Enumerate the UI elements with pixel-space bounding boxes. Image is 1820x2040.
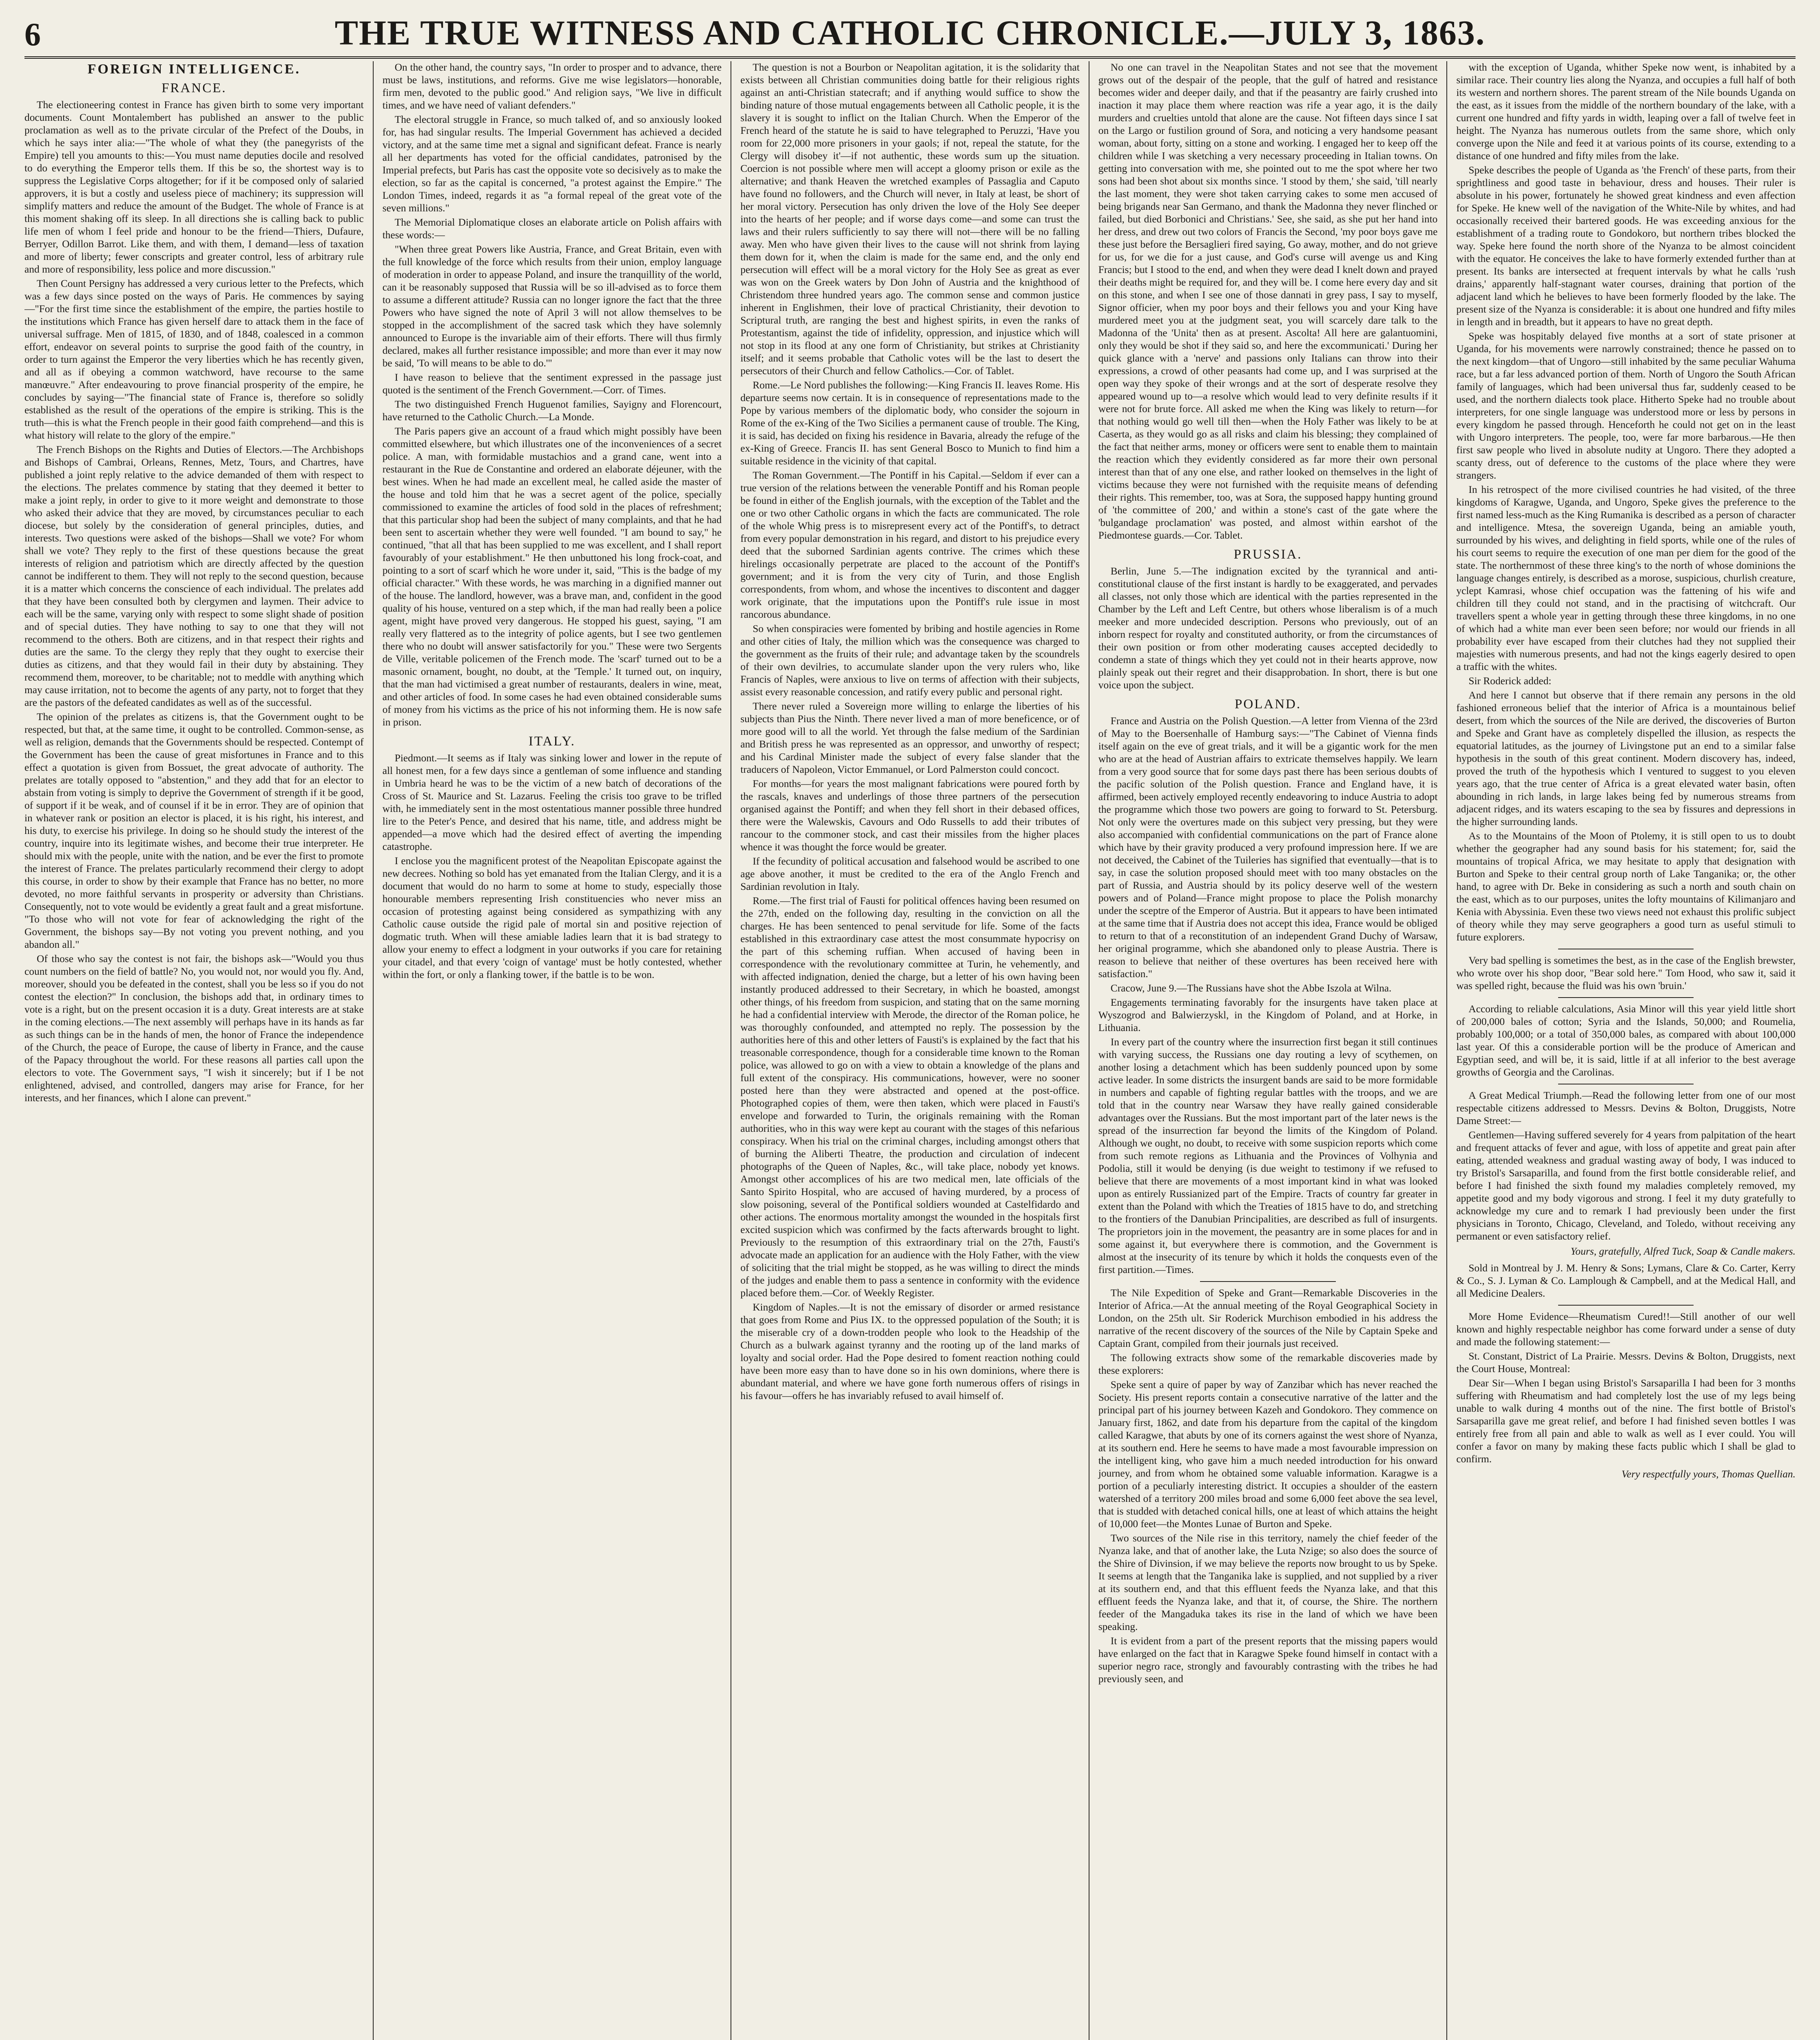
column-divider-rule — [1200, 1281, 1336, 1282]
article-paragraph: Speke was hospitably delayed five months at a sort of state prisoner at Uganda, for his movements were narrowly constrained; thence he passed on to the next kingdom—that of Ungoro—still inhabited by the same peculiar Wahuma race, but a far less advanced portion of them. North of Ungoro the South African family of languages, which had been universal thus far, suddenly ceased to be used, and the northern dialects took place. Hitherto Speke had no trouble about interpreters, for one single language was understood more or less by persons in every kingdom he passed through. Henceforth he could not get on in the least with Ungoro interpreters. The people, too, were far more barbarous.—He then first saw people who lived in absolute nudity at Ungoro. There they adopted a scanty dress, out of deference to the customs of the place where they were strangers. — [1456, 330, 1796, 481]
article-paragraph: Speke describes the people of Uganda as 'the French' of these parts, from their sprightliness and good taste in behaviour, dress and houses. Their ruler is absolute in his power, fortunately he showed great kindness and even affection for Speke. He knew well of the navigation of the White-Nile by whites, and had occasionally received their bartered goods. He was exceeding anxious for the establishment of a trading route to Gondokoro, but northern tribes blocked the way. Speke here found the north shore of the Nyanza to be almost coincident with the equator. He conceives the lake to have formerly extended further than at present. Its banks are intersected at frequent intervals by what he calls 'rush drains,' apparently half-stagnant water courses, draining that portion of the adjacent land which he believes to have been formerly flooded by the lake. The present size of the Nyanza is considerable: it is about one hundred and fifty miles in length and in breadth, but it appears to have no great depth. — [1456, 164, 1796, 328]
article-paragraph: There never ruled a Sovereign more willing to enlarge the liberties of his subjects than Pius the Ninth. There never lived a man of more beneficence, or of more good will to all the world. Yet through the false medium of the Sardinian and British press he was represented as an oppressor, and unworthy of respect; and his Cardinal Minister made the subject of every false slander that the traducers of Napoleon, Victor Emmanuel, or Lord Palmerston could concoct. — [740, 701, 1080, 775]
article-paragraph: No one can travel in the Neapolitan States and not see that the movement grows out of the despair of the people, that the gulf of hatred and resistance becomes wider and deeper daily, and that if the peasantry are fairly crushed into inaction it may place them where reaction was rife a year ago, it is the daily murders and cruelties untold that alone are the cause. Not fifteen days since I sat on the Largo or fustilion ground of Sora, and noticing a very handsome peasant woman, about forty, sitting on a stone and working. I engaged her to keep off the children while I was sketching a very necessary proceeding in Italian towns. On getting into conversation with me, she pointed out to me the spot where her two sons had been shot about six months since. 'I stood by them,' she said, 'till nearly the last moment, they were shot taken carrying cakes to some men accused of being brigands near San Germano, and thank the Madonna they never flinched or failed, but died Borbonici and Christians.' See, she said, as she put her hand into her dress, and drew out two colors of Francis the Second, 'my poor boys gave me these just before the Bersaglieri fired saying, Go away, mother, and do not grieve for us, for we die for a just cause, and God's curse will avenge us and King Francis; but I stood to the end, and when they were dead I knelt down and prayed their deaths might be required for, and they will be. I come here every day and sit on this stone, and when I see one of those dannati in grey pass, I say to myself, Signor officier, when my poor boys and their fellows you and your King have murdered meet you at the judgment seat, you will scarcely dare talk to the Madonna of the 'Unita' then as at present. Ascolta! All here are galantuomini, only they would be shot if they said so, and here the excommunicati.' During her quick glance with a 'nerve' and passions only Italians can throw into their expressions, a crowd of other peasants had come up, and I was surprised at the open way they spoke of their wrongs and at the sort of desperate resolve they appeared wound up to—a resolve which would lead to very definite results if it were not for brute force. All asked me when the King was likely to return—for that nothing would go well till then—when the Holy Father was likely to be at Caserta, as they would go as all risks and claim his blessing; they complained of the fact that neither arms, money or officers were sent to enable them to maintain the reaction which they evidently considered as far more their own personal interest than that of any one else, and rather looked on themselves in the light of victims because they were not furnished with the requisite means of defending their rights. This remember, too, was at Sora, the supposed happy hunting ground of 'the committee of 200,' and within a stone's cast of the gate where the 'bulgandage proclamation' was posted, and almost within earshot of the Piedmontese guards.—Cor. Tablet. — [1098, 62, 1438, 541]
section-heading: FOREIGN INTELLIGENCE. — [87, 62, 301, 77]
article-paragraph: Sir Roderick added: — [1468, 675, 1552, 687]
article-paragraph: According to reliable calculations, Asia Minor will this year yield little short of 200,000 bales of cotton; Syria and the Islands, 50,000; and Roumelia, probably 100,000; or a total of 350,000 bales, as compared with about 100,000 last year. Of this a considerable portion will be the produce of American and Egyptian seed, and will be, it is said, little if at all inferior to the best average growths of Georgia and the Carolinas. — [1456, 1003, 1796, 1078]
article-paragraph: I enclose you the magnificent protest of the Neapolitan Episcopate against the new decrees. Nothing so bold has yet emanated from the Italian Clergy, and it is a document that would do no harm to some at home to study, especially those honourable members representing Irish constituencies who never miss an occasion of protesting against being considered as sympathizing with any Catholic cause outside the rigid pale of mortal sin and positive rejection of dogmatic truth. When will these amiable ladies learn that it is bad strategy to allow your enemy to effect a lodgment in your outworks if you care for retaining your citadel, and that every 'coign of vantage' must be hotly contested, whether within the fort, or only a flanking tower, if the battle is to be won. — [382, 855, 722, 980]
article-paragraph: The question is not a Bourbon or Neapolitan agitation, it is the solidarity that exists between all Christian communities doing battle for their religious rights against an anti-Christian statecraft; and if anything would suffice to show the binding nature of those mutual engagements between all Catholic people, it is the slavery it is sought to inflict on the Italian Church. When the Emperor of the French heard of the statute he is said to have telegraphed to Peruzzi, 'Have you room for 22,000 more prisoners in your gaols; if not, repeal the statute, for the Clergy will disobey it'—if not authentic, these words sum up the situation. Coercion is not possible where men will accept a gloomy prison or exile as the alternative; and thank Heaven the wretched examples of Passaglia and Caputo have found no followers, and the Church will never, in Italy at least, be short of her moral victory. Persecution has only driven the love of the Holy See deeper into the hearts of her people; and if worse days come—and some can trust the laws and their rulers sufficiently to say there will not—there will be no falling away. Men who have given their lives to the cause will not shrink from laying them down for it, when the claim is made for the same end, and the only end persecution will effect will be a moral victory for the Holy See as great as ever was won on the Greek waters by Don John of Austria and the knighthood of Christendom three hundred years ago. The common sense and common justice inherent in Englishmen, their love of practical Christianity, their devotion to Scriptural truth, are ranging the best and highest spirits, in even the ranks of Protestantism, against the tide of infidelity, oppression, and injustice which will not stop in its flood at any one form of Christianity, but strikes at Christianity itself; and it seems probable that Catholic votes will be the last to desert the persecutors of their Church and fellow Catholics.—Cor. of Tablet. — [740, 62, 1080, 377]
column-1 — [24, 61, 373, 2040]
article-paragraph: The electioneering contest in France has given birth to some very important documents. Count Montalembert has published an answer to the public proclamation as well as to the private circular of the Prefect of the Doubs, in which he says inter alia:—"The whole of what they (the panegyrists of the Empire) tell you amounts to this:—You must name deputies docile and resolved to do everything the Emperor tells them. If this be so, the shortest way is to suppress the Legislative Corps altogether; for if it be composed only of salaried approvers, it is but a costly and useless piece of machinery; its suppression will simplify matters and reduce the amount of the Budget. The whole of France is at this moment shaking off its sleep. In all directions she is calling back to public life men of whom I feel pride and honour to be the friend—Thiers, Dufaure, Berryer, Odillon Barrot. Like them, and with them, I demand—less of taxation and more of liberty; fewer conscripts and greater control, less of arbitrary rule and more of responsibility, less police and more discussion." — [24, 99, 364, 275]
article-paragraph: For months—for years the most malignant fabrications were poured forth by the rascals, knaves and underlings of those three partners of the persecution organised against the Pontiff; and when they fell short in their debased offices, there were the Walewskis, Cavours and Odo Russells to add their tributes of rancour to the commoner stock, and cast their missiles from the higher places whence it was thought the force would be greater. — [740, 778, 1080, 853]
columns — [24, 61, 1796, 2040]
article-paragraph: Speke sent a quire of paper by way of Zanzibar which has never reached the Society. His present reports contain a consecutive narrative of the latter and the principal part of his journey between Kazeh and Gondokoro. They commence on January first, 1862, and date from his departure from the capital of the kingdom called Karagwe, that abuts by one of its corners against the west shore of Nyanza, at its southern end. Here he seems to have made a most favourable impression on the intelligent king, who gave him a much needed introduction for his onward journey, and from whom he obtained some valuable information. Karagwe is a portion of a peculiarly interesting district. It occupies a shoulder of the eastern watershed of a territory 200 miles broad and some 6,000 feet above the sea level, that is studded with detached conical hills, one at least of which attains the height of 10,000 feet—the Montes Lunae of Burton and Speke. — [1098, 1379, 1438, 1530]
article-paragraph: Sold in Montreal by J. M. Henry & Sons; Lymans, Clare & Co. Carter, Kerry & Co., S. J. Lyman & Co. Lamplough & Campbell, and at the Medical Hall, and all Medicine Dealers. — [1456, 1262, 1796, 1299]
letter-signature: Very respectfully yours, Thomas Quellian. — [1621, 1468, 1796, 1480]
article-paragraph: Rome.—Le Nord publishes the following:—King Francis II. leaves Rome. His departure seems now certain. It is in consequence of representations made to the Pope by various members of the diplomatic body, who consider the sojourn in Rome of the ex-King of the Two Sicilies a permanent cause of trouble. The King, it is said, has decided on fixing his residence in Bavaria, already the refuge of the ex-King of Greece. Francis II. has sent General Bosco to Munich to find him a suitable residence in the vicinity of that capital. — [740, 379, 1080, 467]
column-4 — [1089, 61, 1447, 2040]
article-paragraph: Then Count Persigny has addressed a very curious letter to the Prefects, which was a few days since posted on the ways of Paris. He commences by saying—"For the first time since the establishment of the empire, the parties hostile to the institutions which France has given herself dare to attack them in the face of universal suffrage. Men of 1815, of 1830, and of 1848, coalesced in a common effort, endeavor on several points to surprise the good faith of the country, in order to turn against the Emperor the very liberties which he has recently given, and all as if obeying a common watchword, have recourse to the same manœuvre." After endeavouring to prove financial prosperity of the empire, he concludes by saying—"The financial state of France is, therefore so solidly established as the result of the operations of the empire is striking. This is the truth—this is what the French people in their good faith comprehend—and this is what history will relate to the glory of the empire." — [24, 278, 364, 441]
article-paragraph: Two sources of the Nile rise in this territory, namely the chief feeder of the Nyanza lake, and that of another lake, the Luta Nzige; so also does the source of the Shire of Divinsion, if we may believe the reports now brought to us by Speke. It seems at length that the Tanganika lake is supplied, and not supplied by a river at its southern end, and that this effluent feeds the Nyanza lake, and that this effluent feeds the Nyanza lake, and that it, of course, the Shire. The northern feeder of the Mangaduka takes its rise in the land of which we have been speaking. — [1098, 1532, 1438, 1632]
letter-signature: Yours, gratefully, Alfred Tuck, Soap & Candle makers. — [1570, 1246, 1796, 1257]
article-paragraph: with the exception of Uganda, whither Speke now went, is inhabited by a similar race. Their country lies along the Nyanza, and occupies a full half of both its western and northern shores. The parent stream of the Nile bounds Uganda on the east, as it issues from the middle of the northern boundary of the lake, with a current one hundred and fifty yards in width, leaping over a fall of twelve feet in height. The Nyanza has numerous outlets from the same shore, which only converge upon the Nile and feed it at various points of its course, extending to a distance of one hundred and fifty miles from the lake. — [1456, 62, 1796, 162]
article-paragraph: Rome.—The first trial of Fausti for political offences having been resumed on the 27th, ended on the following day, resulting in the conviction on all the charges. He has been sentenced to penal servitude for life. Some of the facts established in this extraordinary case attest the most consummate hypocrisy on the part of this scheming ruffian. When accused of having been in correspondence with the revolutionary committee at Turin, he vehemently, and with affected indignation, denied the charge, but a letter of his own having been instantly produced addressed to their Secretary, in which he boasted, amongst other things, of his freedom from suspicion, and stating that on the same morning he had a confidential interview with Merode, the director of the Roman police, he was thoroughly confounded, and attempted no reply. The possession by the authorities here of this and other letters of Fausti's is explained by the fact that his treasonable correspondence, though for a considerable time known to the Roman police, was allowed to go on with a view to obtain a knowledge of the plans and full extent of the conspiracy. His communications, however, were no sooner posted here than they were abstracted and opened at the post-office. Photographed copies of them, were then taken, which were placed in Fausti's envelope and forwarded to Turin, the originals remaining with the Roman authorities, who in this way were kept au courant with the stages of this nefarious conspiracy. When his trial on the criminal charges, including amongst others that of burning the Aliberti Theatre, the production and circulation of indecent photographs of the Queen of Naples, &c., will take place, nobody yet knows. Amongst other accomplices of his are two medical men, late officials of the Santo Spirito Hospital, who are accused of having murdered, by a process of slow poisoning, several of the Pontifical soldiers wounded at Castelfidardo and other actions. The enormous mortality amongst the wounded in the hospitals first excited suspicion which was confirmed by the facts afterwards brought to light. Previously to the resumption of this extraordinary trial on the 27th, Fausti's advocate made an application for an audience with the Holy Father, with the view of soliciting that the trial might be stopped, as he was willing to direct the minds of the judges and enable them to pass a sentence in conformity with the evidence placed before them.—Cor. of Weekly Register. — [740, 895, 1080, 1299]
article-paragraph: More Home Evidence—Rheumatism Cured!!—Still another of our well known and highly respectable neighbor has come forward under a sense of duty and made the following statement:— — [1456, 1311, 1796, 1348]
masthead — [24, 12, 1796, 59]
article-paragraph: On the other hand, the country says, "In order to prosper and to advance, there must be laws, institutions, and reforms. Give me wise legislators—honorable, firm men, devoted to the public good." And religion says, "We live in difficult times, and we have need of valiant defenders." — [382, 62, 722, 111]
article-paragraph: Engagements terminating favorably for the insurgents have taken place at Wyszogrod and Balwierzyskl, in the Kingdom of Poland, and at Horke, in Lithuania. — [1098, 997, 1438, 1033]
article-heading: PRUSSIA. — [1233, 547, 1302, 562]
article-paragraph: The opinion of the prelates as citizens is, that the Government ought to be respected, but that, at the same time, it ought to be controlled. Common-sense, as well as religion, demands that the Governments should be respected. Contempt of the Government has been the cause of great misfortunes in France and to this effect a quotation is given from Bossuet, the great advocate of authority. The prelates are totally opposed to "abstention," and they add that for an elector to abstain from voting is simply to deprive the Government of strength if it be good, of support if it be weak, and of counsel if it be in error. They are of opinion that in whatever rank or position an elector is placed, it is his right, his interest, and his duty, to exercise his privilege. In doing so he should study the interest of the country, inquire into its legitimate wishes, and become their true interpreter. He should mix with the people, unite with the nation, and be ever the first to promote the interest of France. The prelates particularly recommend their clergy to adopt this course, in order to show by their example that France has no better, no more devoted, no more faithful servants in prosperity or adversity than Christians. Consequently, not to vote would be evidently a great fault and a great misfortune. "To those who will not vote for fear of acknowledging the right of the Government, the bishops say—By not voting you prevent nothing, and you abandon all." — [24, 711, 364, 950]
article-paragraph: Dear Sir—When I began using Bristol's Sarsaparilla I had been for 3 months suffering with Rheumatism and had completely lost the use of my legs being unable to walk during 4 months out of the nine. The first bottle of Bristol's Sarsaparilla gave me great relief, and before I had finished seven bottles I was entirely free from all pain and able to walk as well as I ever could. You will confer a favor on many by making these facts public which I shall be glad to confirm. — [1456, 1377, 1796, 1465]
article-paragraph: The Roman Government.—The Pontiff in his Capital.—Seldom if ever can a true version of the relations between the venerable Pontiff and his Roman people be found in either of the English journals, with the exception of the Tablet and the one or two other Catholic organs in which the facts are communicated. The role of the whole Whig press is to misrepresent every act of the Pontiff's, to detract from every popular demonstration in his regard, and distort to his prejudice every deed that the suborned Sardinian agents contrive. The crimes which these hirelings occasionally perpetrate are placed to the account of the Pontiff's government; and it is from the very city of Turin, and those English correspondents, from whom, and whose the incentives to discontent and dagger work originate, that the imputations upon the Pontiff's rule issue in most rancorous abundance. — [740, 470, 1080, 620]
article-paragraph: In every part of the country where the insurrection first began it still continues with varying success, the Russians one day routing a levy of scythemen, on another losing a detachment which has been suddenly pounced upon by some active leader. In some districts the insurgent bands are said to be more formidable in numbers and capable of fighting regular battles with the troops, and we are told that in the country near Warsaw they have really gained considerable advantages over the Russians. But the most important part of the later news is the spread of the insurrection far beyond the limits of the Kingdom of Poland. Although we ought, no doubt, to receive with some suspicion reports which come from such remote regions as Lithuania and the Provinces of Volhynia and Podolia, still it would be denying (is due weight to testimony if we refused to believe that there are movements of a most important kind in what was looked upon as entirely Russianized part of the Empire. Tracts of country far greater in extent than the Poland with which the Treaties of 1815 have to do, and stretching to the frontiers of the Danubian Principalities, are described as full of insurgents. The proprietors join in the movement, the peasantry are in some places for and in some against it, but everywhere there is commotion, and the Government is almost at the insecurity of its tenure by which it holds the conquests even of the first partition.—Times. — [1098, 1036, 1438, 1275]
article-paragraph: Very bad spelling is sometimes the best, as in the case of the English brewster, who wrote over his shop door, "Bear sold here." Tom Hood, who saw it, said it was spelled right, because the fluid was his own 'bruin.' — [1456, 955, 1796, 991]
article-heading: ITALY. — [528, 734, 576, 749]
article-paragraph: A Great Medical Triumph.—Read the following letter from one of our most respectable citizens addressed to Messrs. Devins & Bolton, Druggists, Notre Dame Street:— — [1456, 1090, 1796, 1126]
article-paragraph: Kingdom of Naples.—It is not the emissary of disorder or armed resistance that goes from Rome and Pius IX. to the oppressed population of the South; it is the miserable cry of a down-trodden people who look to the Headship of the Church as a bulwark against tyranny and the rooting up of the land marks of loyalty and social order. Had the Pope desired to foment reaction nothing could have been more easy than to have done so in his own dominions, where there is abundant material, and where we have gone forth numerous offers of risings in his favour—offers he has invariably refused to avail himself of. — [740, 1302, 1080, 1401]
article-paragraph: The Memorial Diplomatique closes an elaborate article on Polish affairs with these words:— — [382, 217, 722, 241]
column-divider-rule — [1558, 1305, 1694, 1306]
article-paragraph: In his retrospect of the more civilised countries he had visited, of the three kingdoms of Karagwe, Uganda, and Ungoro, Speke gives the preference to the first named less-much as the King Rumanika is described as a person of character and intelligence. Mtesa, the sovereign Uganda, being an amiable youth, surrounded by his wives, and delighting in field sports, while one of the rules of his court seems to require the execution of one man per diem for the good of the state. The northernmost of these three king's to the north of whose dominions the language changes entirely, is described as a morose, suspicious, churlish creature, yclept Kamrasi, whose chief occupation was the fattening of his wife and children till they could not stand, and in the practising of witchcraft. Our travellers spent a whole year in getting through these three kingdoms, in no one of which had a white man ever been seen before; nor would our friends in all probability ever have escaped from their clutches had they not supplied their majesties with numerous presents, and had not the kings eagerly desired to open a traffic with the whites. — [1456, 484, 1796, 672]
article-paragraph: France and Austria on the Polish Question.—A letter from Vienna of the 23rd of May to the Boersenhalle of Hamburg says:—"The Cabinet of Vienna finds itself again on the eve of great trials, and it will be a gigantic work for the men who are at the head of Austrian affairs to extricate themselves happily. We learn from a very good source that for some days past there has been serious doubts of the pacific solution of the Polish question. France and England have, it is affirmed, been actively employed recently endeavoring to induce Austria to adopt the programme which those two powers are going to forward to St. Petersburg. Not only were the overtures made on this subject very pressing, but they were also accompanied with confidential communications on the part of France alone which have by their gravity produced a very profound impression here. If we are not deceived, the Cabinet of the Tuileries has signified that eventually—that is to say, in case the solution proposed should meet with too many obstacles on the part of Russia, and Austria should by its policy deserve well of the western powers and of Poland—France might propose to place the Polish monarchy under the sceptre of the Emperor of Austria. But it appears to have been intimated at the same time that if Austria does not accept this idea, France would be obliged to return to that of a reconstitution of an independent Grand Duchy of Warsaw, her original programme, which she abandoned only to please Austria. There is reason to believe that neither of these overtures has been received here with satisfaction." — [1098, 715, 1438, 980]
article-paragraph: Gentlemen—Having suffered severely for 4 years from palpitation of the heart and frequent attacks of fever and ague, with loss of appetite and great pain after eating, attended weakness and gradual wasting away of body, I was induced to try Bristol's Sarsaparilla, and found from the first bottle considerable relief, and before I had finished the sixth found my maladies completely removed, my appetite good and my body vigorous and strong. I feel it my duty gratefully to acknowledge my cure and to remark I had previously been under the first physicians in Toronto, Chicago, Cleveland, and Toledo, without receiving any permanent or even satisfactory relief. — [1456, 1129, 1796, 1242]
article-paragraph: The following extracts show some of the remarkable discoveries made by these explorers: — [1098, 1352, 1438, 1376]
column-5 — [1446, 61, 1796, 2040]
article-paragraph: St. Constant, District of La Prairie. Messrs. Devins & Bolton, Druggists, next the Court House, Montreal: — [1456, 1350, 1796, 1375]
article-paragraph: The Nile Expedition of Speke and Grant—Remarkable Discoveries in the Interior of Africa.—At the annual meeting of the Royal Geographical Society in London, on the 25th ult. Sir Roderick Murchison embodied in his address the narrative of the recent discovery of the sources of the Nile by Captain Speke and Captain Grant, compiled from their journals just received. — [1098, 1287, 1438, 1349]
article-paragraph: So when conspiracies were fomented by bribing and hostile agencies in Rome and other cities of Italy, the million which was the consequence was charged to the government as the fruits of their rule; and advantage taken by the scoundrels of their own devilries, to accumulate slander upon the very rulers who, like Francis of Naples, were anxious to live on terms of affection with their subjects, assist every reasonable concession, and ratify every public and personal right. — [740, 623, 1080, 698]
column-2 — [373, 61, 731, 2040]
article-paragraph: It is evident from a part of the present reports that the missing papers would have enlarged on the fact that in Karagwe Speke found himself in contact with a superior negro race, strongly and favourably contrasting with the tribes he had previously seen, and — [1098, 1635, 1438, 1685]
article-paragraph: If the fecundity of political accusation and falsehood would be ascribed to one age above another, it must be credited to the era of the Anglo French and Sardinian revolution in Italy. — [740, 856, 1080, 892]
column-divider-rule — [1558, 997, 1694, 998]
article-paragraph: The Paris papers give an account of a fraud which might possibly have been committed elsewhere, but which illustrates one of the inconveniences of a secret police. A man, with formidable mustachios and a grand cane, went into a restaurant in the Rue de Constantine and ordered an elaborate déjeuner, with the best wines. When he had made an excellent meal, he called aside the master of the house and told him that he was a secret agent of the police, specially commissioned to examine the articles of food sold in the places of refreshment; that this particular shop had been the subject of many complaints, and that he had been sent to ascertain whether they were well founded. "I am bound to say," he continued, "that all that has been supplied to me was excellent, and I shall report favourably of your establishment." He then unbuttoned his long frock-coat, and pointing to a sort of scarf which he wore under it, said, "This is the badge of my official character." With these words, he was marching in a dignified manner out of the house. The landlord, however, was a brave man, and, confident in the good quality of his house, ventured on a step which, if the man had really been a police agent, might have proved very dangerous. He stopped his guest, saying, "I am really very flattered as to the integrity of police agents, but I see two gentlemen there who no doubt will answer satisfactorily for you." These were two Sergents de Ville, veritable policemen of the French mode. The 'scarf' turned out to be a masonic ornament, bought, no doubt, at the 'Temple.' It turned out, on inquiry, that the man had victimised a great number of restaurants, dealers in wine, meat, and other articles of food. In some cases he had even obtained considerable sums of money from his victims as the price of his not informing them. He is now safe in prison. — [382, 426, 722, 728]
article-heading: FRANCE. — [162, 81, 227, 95]
article-paragraph: Of those who say the contest is not fair, the bishops ask—"Would you thus count numbers on the field of battle? No, you would not, nor would you fly. And, moreover, should you be defeated in the contest, shall you be less so if you do not contest the election?" In conclusion, the bishops add that, in ordinary times to vote is a right, but on the present occasion it is a duty. Great interests are at stake in the coming elections.—The next assembly will perhaps have in its hands as far as such things can be in the hands of men, the honor of France the independence of the Church, the peace of Europe, the cause of liberty in France, and the cause of the Papacy throughout the world. For these reasons all parties call upon the electors to vote. The Government says, "I wish it sincerely; but if I be not enlightened, advised, and controlled, dangers may arise for France, for her interests, and her finances, which I alone can prevent." — [24, 953, 364, 1104]
article-paragraph: The electoral struggle in France, so much talked of, and so anxiously looked for, has had singular results. The Imperial Government has achieved a decided victory, and at the same time met a signal and significant defeat. France is nearly all her departments has voted for the official candidates, patronised by the Imperial prefects, but Paris has cast the opposite vote so decisively as to make the election, so far as the capital is concerned, "a protest against the Empire." The London Times, indeed, regards it as "a formal repeal of the great vote of the seven millions." — [382, 114, 722, 214]
article-paragraph: The two distinguished French Huguenot families, Sayigny and Florencourt, have returned to the Catholic Church.—La Monde. — [382, 399, 722, 423]
article-paragraph: The French Bishops on the Rights and Duties of Electors.—The Archbishops and Bishops of Cambrai, Orleans, Rennes, Metz, Tours, and Chartres, have published a joint reply relative to the advice demanded of them with respect to the elections. The prelates commence by stating that they deemed it better to make a joint reply, in order to give to it more weight and demonstrate to those who asked their advice that they are moved, by circumstances peculiar to each diocese, but solely by the consideration of general principles, duties, and interests. Two questions were asked of the bishops—Shall we vote? For whom shall we vote? They reply to the first of these questions because the great interests of religion and patriotism which are directly affected by the question cannot be indifferent to them. They will not reply to the second question, because it is a matter which concerns the conscience of each individual. The prelates add that they have been consulted both by clergymen and laymen. Their advice to each will be the same, varying only with respect to some slight shade of position and of special duties. They have nothing to say to one that they will not recommend to the others. Both are citizens, and in that respect their rights and duties are the same. To the clergy they reply that they ought to exercise their duties as citizens, and that they would fail in their duty by abstaining. They recommend them, moreover, to be charitable; not to meddle with anything which may cause irritation, not to become the agents of any party, not to forget that they are the pastors of the defeated candidates as well as of the successful. — [24, 444, 364, 708]
article-heading: POLAND. — [1235, 697, 1302, 712]
column-3 — [731, 61, 1089, 2040]
article-paragraph: I have reason to believe that the sentiment expressed in the passage just quoted is the sentiment of the French Government.—Corr. of Times. — [382, 372, 722, 396]
article-paragraph: As to the Mountains of the Moon of Ptolemy, it is still open to us to doubt whether the geographer had any sound basis for his statement; for, said the mountains of tropical Africa, we may hesitate to apply that designation with Burton and Speke to their central group north of Lake Tanganika; or, the other hand, to agree with Dr. Beke in considering as such a north and south chain on the east, which as to our purposes, unites the lofty mountains of Kilimanjaro and Kenia with Abyssinia. Even these two views need not exhaust this prolific subject of theory while they may serve geographers a good turn as useful stimuli to future explorers. — [1456, 830, 1796, 943]
article-paragraph: "When three great Powers like Austria, France, and Great Britain, even with the full knowledge of the force which results from their union, employ language of moderation in order to appease Poland, and insure the tranquillity of the world, can it be reasonably supposed that Russia will be so ill-advised as to force them to assume a different attitude? Russia can no longer ignore the fact that the three Powers who have signed the note of April 3 will not allow themselves to be stopped in the accomplishment of the sacred task which they have solemnly announced to Europe is the invariable aim of their efforts. There will thus firmly declared, makes all further resistance impossible; and more than ever it may now be said, 'To will means to be able to do.'" — [382, 244, 722, 369]
newspaper-title: THE TRUE WITNESS AND CATHOLIC CHRONICLE.—JULY 3, 1863. — [334, 13, 1486, 52]
article-paragraph: Piedmont.—It seems as if Italy was sinking lower and lower in the repute of all honest men, for a few days since a gentleman of some influence and standing in Umbria heard he was to be the victim of a new batch of decorations of the Cross of St. Maurice and St. Lazarus. Feeling the crisis too grave to be trifled with, he immediately sent in the most ostentatious manner possible three hundred lire to the Peter's Pence, and desired that his name, title, and address might be appended—a move which had the desired effect of averting the impending catastrophe. — [382, 752, 722, 852]
page-number: 6 — [24, 17, 41, 53]
article-paragraph: Cracow, June 9.—The Russians have shot the Abbe Iszola at Wilna. — [1110, 982, 1392, 994]
article-paragraph: Berlin, June 5.—The indignation excited by the tyrannical and anti-constitutional clause of the first instant is hardly to be exaggerated, and pervades all classes, not only those which are identical with the parties represented in the Chamber by the Left and Left Centre, but others whose liberalism is of a much meeker and more undecided description. Persons who previously, out of an inborn respect for royalty and constituted authority, or from the circumstances of their own position or from other moderating causes accepted decidedly to condemn a state of things which they yet could not in their hearts approve, now plainly speak out their regret and their disapprobation. In short, there is but one voice upon the subject. — [1098, 565, 1438, 691]
article-paragraph: And here I cannot but observe that if there remain any persons in the old fashioned erroneous belief that the interior of Africa is a mountainous belief desert, from which the sources of the Nile are derived, the discoveries of Burton and Speke and Grant have as completely dispelled the illusion, as respects the equatorial latitudes, as the journey of Livingstone put an end to a similar false hypothesis in the south of this great continent. Modern discovery has, indeed, proved the truth of the hypothesis which I ventured to suggest to you eleven years ago, that the true center of Africa is a great elevated water basin, often abounding in rich lands, in large lakes being fed by numerous streams from adjacent ridges, and its waters escaping to the sea by fissures and depressions in the higher surrounding lands. — [1456, 690, 1796, 827]
